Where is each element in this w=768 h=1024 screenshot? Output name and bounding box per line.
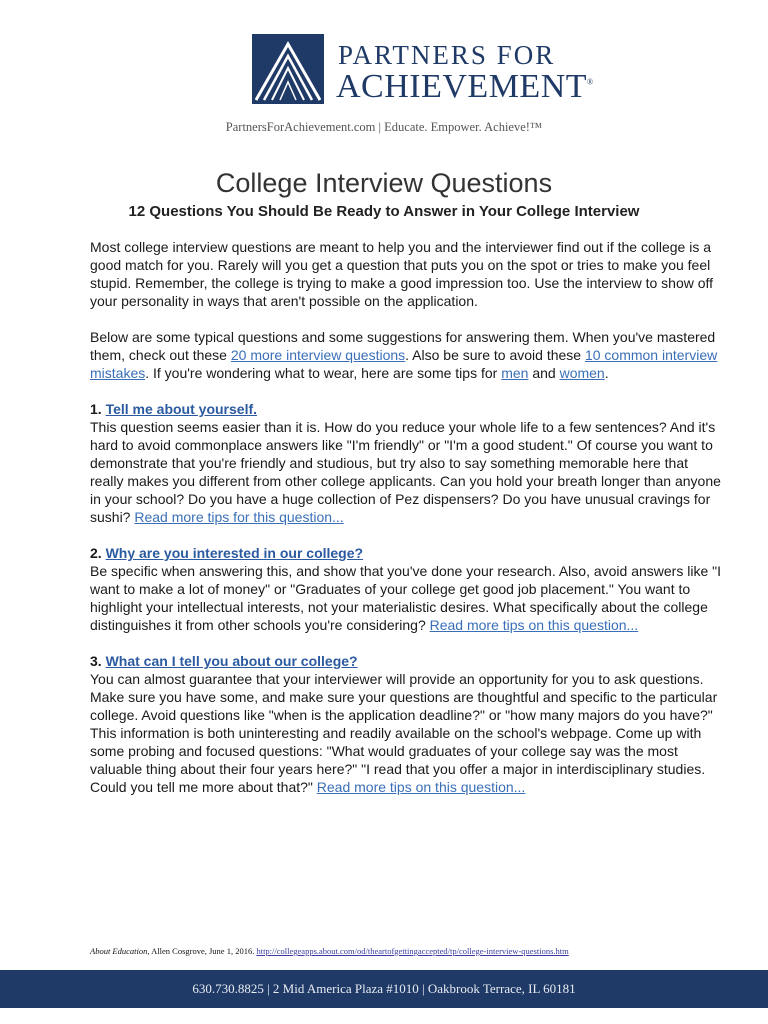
question-1 <box>90 400 722 526</box>
men-attire-link[interactable]: men <box>501 365 529 381</box>
question-number: 3. <box>90 653 102 669</box>
page-title: College Interview Questions <box>215 168 553 198</box>
page-subtitle: 12 Questions You Should Be Ready to Answer in Your College Interview <box>128 203 640 220</box>
intro-paragraph: Most college interview questions are meant to help you and the interviewer find out if the college is a good match for you. Rarely will you get a question that puts you on the spot or tries to make you feel stupid. Remember, the college is trying to make a good impression too. Use the interview to show off your personality in ways that aren't possible on the application. <box>90 239 714 309</box>
question-answer <box>90 562 722 634</box>
more-questions-link[interactable]: 20 more interview questions <box>230 347 406 363</box>
question-heading <box>90 400 722 418</box>
brand-name-line2-text: ACHIEVEMENT <box>336 68 588 105</box>
brand-name-line2 <box>336 68 594 106</box>
resources-paragraph <box>90 328 722 382</box>
trademark-symbol: ® <box>587 77 594 87</box>
question-answer <box>90 418 722 526</box>
question-heading <box>90 544 722 562</box>
footer-bar <box>0 970 768 1008</box>
footer-contact: 630.730.8825 | 2 Mid America Plaza #1010 | Oakbrook Terrace, IL 60181 <box>192 981 576 996</box>
read-more-link-3[interactable]: Read more tips on this question... <box>316 779 526 795</box>
source-citation <box>90 946 740 956</box>
citation-url-link[interactable]: http://collegeapps.about.com/od/theartofgettingaccepted/tp/college-interview-questions.htm <box>256 946 569 956</box>
resources-text-2: . Also be sure to avoid these <box>405 347 585 363</box>
question-3 <box>90 652 722 796</box>
letterhead <box>0 34 768 104</box>
citation-source: About Education <box>90 946 148 956</box>
question-answer-text: You can almost guarantee that your interviewer will provide an opportunity for you to ask questions. Make sure you have some, and make sure your questions are thoughtful and specific to the particular college. Avoid questions like "when is the application deadline?" or "how many majors do you have?" This information is both uninteresting and readily available on the school's webpage. Come up with some probing and focused questions: "What would graduates of your college say was the most valuable thing about their four years here?" "I read that you offer a major in interdisciplinary studies. Could you tell me more about that?" <box>90 671 718 795</box>
resources-text-5: . <box>604 365 609 381</box>
question-answer-text: This question seems easier than it is. How do you reduce your whole life to a few sentences? And it's hard to avoid commonplace answers like "I'm friendly" or "I'm a good student." Of course you want to demonstrate that you're friendly and studious, but try also to say something memorable here that really makes you different from other college applicants. Can you hold your breath longer than anyone in your school? Do you have a huge collection of Pez dispensers? Do you have unusual cravings for sushi? <box>90 419 721 525</box>
citation-author-date: , Allen Cosgrove, June 1, 2016. <box>147 946 257 956</box>
question-2-link[interactable]: Why are you interested in our college? <box>105 545 364 561</box>
question-1-link[interactable]: Tell me about yourself. <box>105 401 258 417</box>
question-2 <box>90 544 722 634</box>
tagline: PartnersForAchievement.com | Educate. Empower. Achieve!™ <box>225 120 543 134</box>
women-attire-link[interactable]: women <box>559 365 605 381</box>
resources-text-4: and <box>528 365 560 381</box>
question-answer <box>90 670 722 796</box>
question-number: 2. <box>90 545 102 561</box>
read-more-link-2[interactable]: Read more tips on this question... <box>429 617 639 633</box>
resources-text-1: Below are some typical questions and some suggestions for answering them. When you've mastered them, check out these <box>90 329 716 363</box>
question-heading <box>90 652 722 670</box>
question-3-link[interactable]: What can I tell you about our college? <box>105 653 358 669</box>
partners-for-achievement-logo-icon <box>252 34 324 104</box>
resources-text-3: . If you're wondering what to wear, here are some tips for <box>145 365 502 381</box>
article-body <box>90 238 722 814</box>
brand-name-line1: PARTNERS FOR <box>338 40 556 70</box>
interview-mistakes-link[interactable]: 10 common interview mistakes <box>90 347 718 381</box>
question-answer-text: Be specific when answering this, and show that you've done your research. Also, avoid answers like "I want to make a lot of money" or "Graduates of your college get good job placement." You want to highlight your intellectual interests, not your materialistic desires. What specifically about the college distinguishes it from other schools you're considering? <box>90 563 721 633</box>
read-more-link-1[interactable]: Read more tips for this question... <box>134 509 344 525</box>
question-number: 1. <box>90 401 102 417</box>
